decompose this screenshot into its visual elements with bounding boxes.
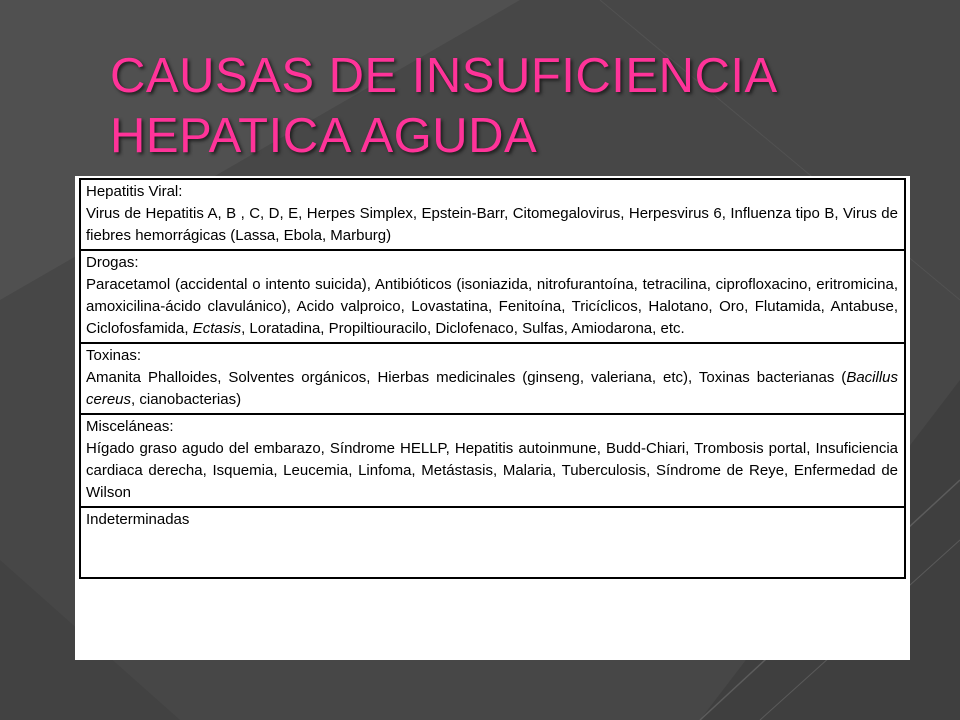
slide-title-line-1: CAUSAS DE INSUFICIENCIA [110, 49, 778, 103]
row-heading: Hepatitis Viral: [86, 183, 183, 200]
row-empty-space [86, 531, 898, 575]
row-text [86, 367, 898, 411]
slide-title [110, 46, 930, 166]
row-text-end: , cianobacterias) [131, 391, 242, 408]
row-text-italic: Ectasis [192, 320, 242, 337]
row-text [86, 274, 898, 340]
row-heading: Misceláneas: [86, 418, 174, 435]
slide-title-line-2: HEPATICA AGUDA [110, 109, 538, 163]
row-text-main: Amanita Phalloides, Solventes orgánicos, Hierbas medicinales (ginseng, valeriana, etc), Toxinas bacterianas ( [86, 369, 847, 386]
causes-table [79, 178, 906, 579]
row-text: Virus de Hepatitis A, B , C, D, E, Herpes Simplex, Epstein-Barr, Citomegalovirus, Herpesvirus 6, Influenza tipo B, Virus de fiebres hemorrágicas (Lassa, Ebola, Marburg) [86, 205, 898, 244]
row-text-main: Paracetamol (accidental o intento suicida), Antibióticos (isoniazida, nitrofurantoína, tetracilina, ciprofloxacino, eritromicina, amoxicilina-ácido clavulánico), Acido valproico, Lovastatina, Fenitoína, Tricíclicos, Halotano, Oro, Flutamida, Antabuse, Ciclofosfamida, [86, 276, 898, 337]
row-heading: Toxinas: [86, 347, 142, 364]
row-text-italic: Bacillus cereus [86, 369, 898, 408]
row-heading: Drogas: [86, 254, 139, 271]
table-row-toxinas [81, 344, 904, 415]
table-row-miscelaneas [81, 415, 904, 508]
causes-table-image [75, 176, 910, 660]
row-heading: Indeterminadas [86, 511, 190, 528]
table-row-hepatitis-viral [81, 180, 904, 251]
table-row-indeterminadas [81, 508, 904, 577]
row-text: Hígado graso agudo del embarazo, Síndrome HELLP, Hepatitis autoinmune, Budd-Chiari, Trombosis portal, Insuficiencia cardiaca derecha, Isquemia, Leucemia, Linfoma, Metástasis, Malaria, Tuberculosis, Síndrome de Reye, Enfermedad de Wilson [86, 440, 898, 501]
row-text-end: , Loratadina, Propiltiouracilo, Diclofenaco, Sulfas, Amiodarona, etc. [241, 320, 685, 337]
table-row-drogas [81, 251, 904, 344]
